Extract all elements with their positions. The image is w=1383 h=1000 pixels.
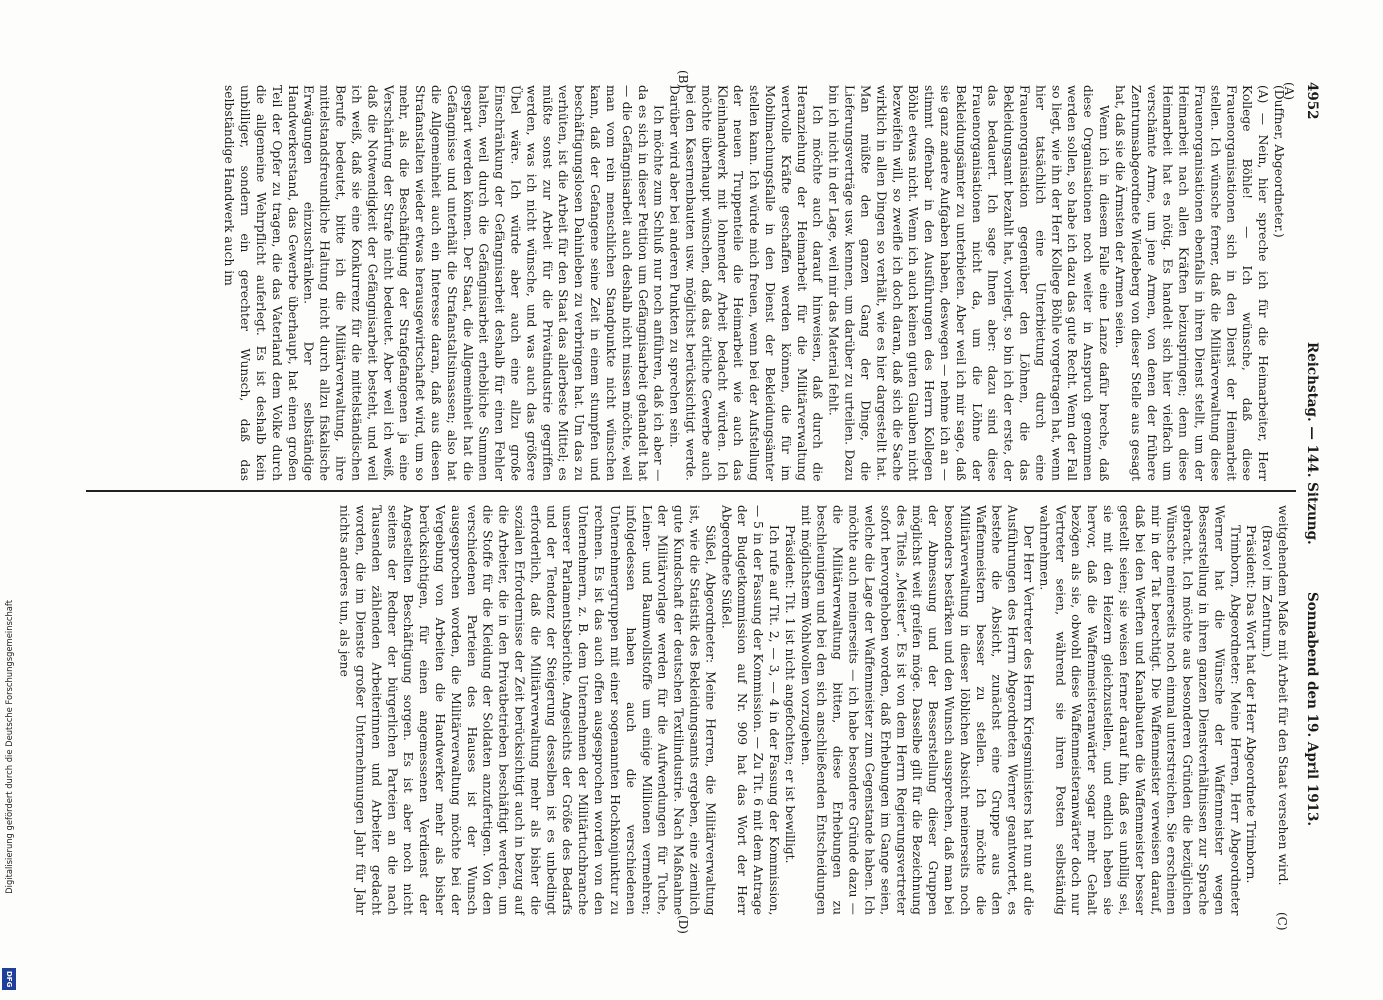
dfg-logo: DFG <box>2 968 16 990</box>
text-column-left <box>86 85 1286 481</box>
digitization-credit: Digitalisierung gefördert durch die Deutsche Forschungsgemeinschaft <box>4 600 14 894</box>
paragraph: Präsident: Tit. 1 ist nicht angefochten; er ist bewilligt. <box>782 524 797 864</box>
page-header <box>1300 82 1320 962</box>
paragraph: Wenn ich in diesem Falle eine Lanze dafür breche, daß diese Organisationen noch weiter in Anspruch genommen werden sollen, so habe ich dazu das gute Recht. Wenn der Fall so liegt, wie ihn der Herr Kollege Böhle vorgetragen hat, wenn hier tatsächlich eine Unterbietung durch eine Frauenorganisation gegenüber den Löhnen, die das Bekleidungsamt bezahlt hat, vorliegt, so bin ich der erste, der das bedauert. Ich sage Ihnen aber: dazu sind diese Frauenorganisationen nicht da, um die Löhne der Bekleidungsämter zu unterbieten. Aber weil ich mir sage, daß sie ganz andere Aufgaben haben, deswegen — nehme ich an — stimmt offenbar in den Ausführungen des Herrn Kollegen Böhle etwas nicht. Wenn ich auch keinen guten Glauben nicht bezweifeln will, so zweifle ich doch daran, daß sich die Sache wirklich in allen Dingen so verhält, wie es hier dargestellt hat. Man müßte den ganzen Gang der Dinge, die Lieferungsverträge usw. kennen, um darüber zu urteilen. Dazu bin ich nicht in der Lage, weil mir das Material fehlt. <box>826 85 1112 481</box>
paragraph: (Bravo! im Zentrum.) <box>1260 524 1275 657</box>
paragraph: Präsident: Das Wort hat der Herr Abgeordnete Trimborn. <box>1244 524 1259 883</box>
paragraph: Ich rufe auf Tit. 2, — 3, — 4 in der Fassung der Kommission, — 5 in der Fassung der Kommission. — Zu Tit. 6 mit dem Antrage der Budgetkommission auf Nr. 909 hat das Wort der Herr Abgeordnete Süßel. <box>719 505 781 915</box>
paragraph: Ich möchte auch darauf hinweisen, daß durch die Heranziehung der Heimarbeit für die Militärverwaltung wertvolle Kräfte geschaffen werden können, die für im Mobilmachungsfalle in den Dienst der Bekleidungsämter stellen kann. Ich würde mich freuen, wenn bei der Aufstellung der neuen Truppenteile die Heimarbeit wie auch das Kleinhandwerk mit lohnender Arbeit bedacht würden. Ich möchte überhaupt wünschen, daß das örtliche Gewerbe auch bei den Kasernenbauten usw. möglichst berücksichtigt werde. Darüber wird aber bei anderen Punkten zu sprechen sein. <box>667 85 825 481</box>
page-title: Reichstag. — 144. Sitzung. <box>1304 342 1320 545</box>
margin-mark-d: (D) <box>676 915 690 934</box>
paragraph: Ich möchte zum Schluß nur noch anführen, daß ich aber — da es sich in dieser Petition um Gefängnisarbeit gehandelt hat — die Gefängnisarbeit auch deshalb nicht missen möchte, weil man vom rein menschlichen Standpunkte nicht wünschen kann, daß der Gefangene seine Zeit in einem stumpfen und beschäftigungslosen Dahinleben zu verbringen hat. Um das zu verhüten, ist die Arbeit für den Staat das allerbeste Mittel; es müßte sonst zur Arbeit für die Privatindustrie gegriffen werden, was ich nicht wünsche, und was auch das größere Übel wäre. Ich würde aber auch eine allzu große Einschränkung der Gefängnisarbeit deshalb für einen Fehler halten, weil durch die Gefängnisarbeit erhebliche Summen gespart werden können. Der Staat, die Allgemeinheit hat die Gefängnisse und unterhält die Strafanstaltsinsassen; also hat die Allgemeinheit auch ein Interesse daran, daß aus diesen Strafanstalten wieder etwas herausgewirtschaftet wird, um so mehr, als die Beschäftigung der Strafgefangenen ja eine Verschärfung der Strafe nicht bedeutet. Aber weil ich weiß, daß die Notwendigkeit der Gefängnisarbeit besteht, und weil ich weiß, daß sie eine Konkurrenz für die mittelständischen Berufe bedeutet, bitte ich die Militärverwaltung, ihre mittelstandsfreundliche Haltung nicht durch allzu fiskalische Erwägungen einzuschränken. Der selbständige Handwerkerstand, das Gewerbe überhaupt, hat einen großen Teil der Opfer zu tragen, die das Vaterland dem Volke durch die allgemeine Wehrpflicht auferlegt. Es ist deshalb kein unbilliger, sondern ein gerechter Wunsch, daß das selbständige Handwerk auch im <box>222 85 666 481</box>
paragraph: Trimborn, Abgeordneter: Meine Herren, Herr Abgeordneter Werner hat die Wünsche der Waffenmeister wegen Besserstellung in ihren ganzen Dienstverhältnissen zur Sprache gebracht. Ich möchte aus besonderen Gründen die bezüglichen Wünsche meinerseits noch einmal unterstreichen. Sie erscheinen mir in der Tat berechtigt. Die Waffenmeister verweisen darauf, daß bei den Werften und Kanalbauten die Waffenmeister besser gestellt seien; sie weisen ferner darauf hin, daß es unbillig sei, sie mit den Heizern gleichzustellen, und endlich heben sie hervor, daß die Waffenmeisteranwärter sogar mehr Gehalt bezögen als sie, obwohl diese Waffenmeisteranwärter doch nur Vertreter seien, während sie ihren Posten selbständig wahrnehmen. <box>1037 505 1243 915</box>
text-column-right <box>337 505 1290 915</box>
speaker-line: (Duffner, Abgeordneter.) <box>1272 85 1286 238</box>
margin-mark-b: (B) <box>676 70 690 89</box>
paragraph: Der Herr Vertreter des Herrn Kriegsministers hat nun auf die Ausführungen des Herrn Abgeordneten Werner geantwortet, es bestehe die Absicht, zunächst eine Gruppe aus den Waffenmeistern besser zu stellen. Ich möchte die Militärverwaltung in dieser löblichen Absicht meinerseits noch besonders bestärken und den Wunsch aussprechen, daß man bei der Abmessung und der Besserstellung dieser Gruppen möglichst weit greifen möge. Dasselbe gilt für die Bezeichnung des Titels „Meister“. Es ist von dem Herrn Regierungsvertreter sofort hervorgehoben worden, daß Erhebungen im Gange seien, welche die Lage der Waffenmeister zum Gegenstande haben. Ich möchte auch meinerseits — ich habe besondere Gründe dazu — die Militärverwaltung bitten, diese Erhebungen zu beschleunigen und bei den sich anschließenden Entscheidungen mit möglichstem Wohlwollen vorzugehen. <box>798 505 1036 915</box>
paragraph: (A) — Nein, hier spreche ich für die Heimarbeiter, Herr Kollege Böhle! — Ich wünsche, daß diese Frauenorganisationen sich in den Dienst der Heimarbeit stellen. Ich wünsche ferner, daß die Militärverwaltung diese Frauenorganisationen ebenfalls in ihren Dienst stellt, um der Heimarbeit nach allen Kräften beizuspringen; denn diese Heimarbeit hat es nötig. Es handelt sich hier vielfach um verschämte Arme, um jene Armen, von denen der frühere Zentrumsabgeordnete Wiedeberg von dieser Stelle aus gesagt hat, daß sie die Ärmsten der Armen seien. <box>1112 85 1271 481</box>
column-divider <box>86 490 1296 492</box>
paragraph: Süßel, Abgeordneter: Meine Herren, die Militärverwaltung ist, wie die Statistik des Bekleidungsamts ergeben, eine ziemlich gute Kundschaft der deutschen Textilindustrie. Nach Maßnahme der Militärvorlage werden für die Aufwendungen für Tuche, Leinen- und Baumwollstoffe um einige Millionen vermehren; infolgedessen haben auch die verschiedenen Unternehmergruppen mit einer sogenannten Hochkonjunktur zu rechnen. Es ist das auch offen ausgesprochen worden von den Unternehmern, z. B. dem Unternehmen der Militärtuchbranche unserer Parlamentsberichte. Angesichts der Größe des Bedarfs und der Tendenz der Steigerung desselben ist es unbedingt erforderlich, daß die Militärverwaltung mehr als bisher die sozialen Erfordernisse der Zeit berücksichtigt auch in bezug auf die Arbeiter, die in den Privatbetrieben beschäftigt werden, um die Stoffe für die Kleidung der Soldaten anzufertigen. Von den verschiedenen Parteien des Hauses ist der Wunsch ausgesprochen worden, die Militärverwaltung möchte bei der Vergebung von Arbeiten die Handwerker mehr als bisher berücksichtigen, für einen angemessenen Verdienst der Angestellten Beschäftigung sorgen. Es ist aber noch nicht seitens der Redner der bürgerlichen Parteien an die nach Tausenden zählenden Arbeiterinnen und Arbeiter gedacht worden, die im Dienste großer Unternehmungen Jahr für Jahr nichts anderes tun, als jene <box>337 505 718 915</box>
page-number: 4952 <box>1304 82 1320 120</box>
margin-mark-c: (C) <box>1275 912 1289 931</box>
page-date: Sonnabend den 19. April 1913. <box>1304 592 1320 827</box>
paragraph: weitgehendem Maße mit Arbeit für den Staat versehen wird. <box>1276 505 1290 886</box>
margin-mark-a: (A) <box>1282 82 1296 101</box>
